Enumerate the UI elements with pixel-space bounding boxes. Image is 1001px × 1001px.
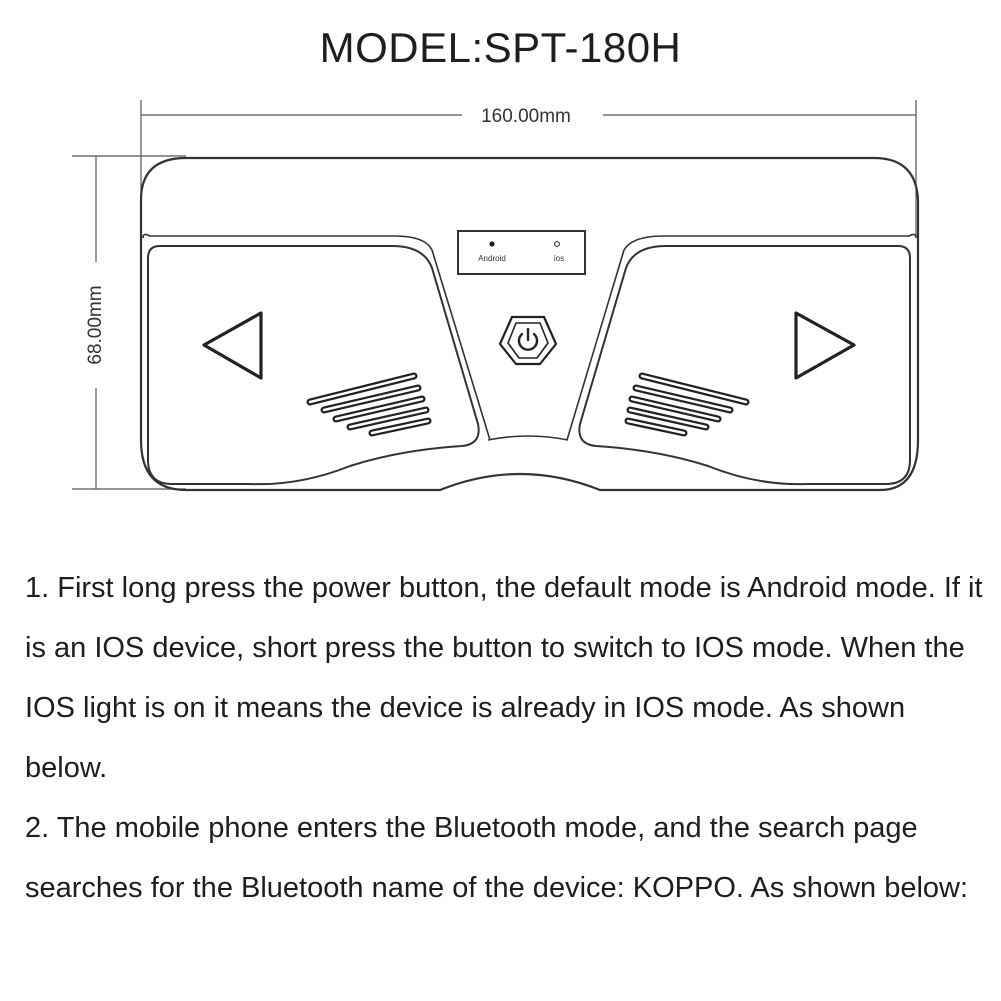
instructions: [25, 558, 985, 918]
grip-ridges-icon: [310, 376, 428, 433]
instruction-step-2: 2. The mobile phone enters the Bluetooth mode, and the search page searches for the Bluetooth name of the device: KOPPO. As shown below:: [25, 812, 969, 904]
mode-indicator: [458, 231, 585, 274]
width-label: 160.00mm: [481, 106, 571, 127]
left-pedal[interactable]: [148, 246, 479, 484]
ios-led-icon: [555, 242, 560, 247]
model-title: MODEL:SPT-180H: [319, 24, 682, 71]
height-label: 68.00mm: [85, 285, 107, 365]
grip-ridges-icon: [628, 376, 746, 433]
right-pedal[interactable]: [579, 246, 910, 484]
android-led-icon: [489, 241, 494, 246]
right-arrow-icon: [796, 313, 854, 378]
power-button[interactable]: [500, 317, 556, 364]
power-icon: [519, 329, 537, 350]
left-arrow-icon: [204, 313, 261, 378]
ios-label: ios: [553, 254, 565, 263]
device-body: [141, 158, 918, 490]
instruction-step-1: 1. First long press the power button, the default mode is Android mode. If it is an IOS device, short press the button to switch to IOS mode. When the IOS light is on it means the device is already in IOS mode. As shown below.: [25, 572, 983, 784]
android-label: Android: [478, 254, 506, 263]
